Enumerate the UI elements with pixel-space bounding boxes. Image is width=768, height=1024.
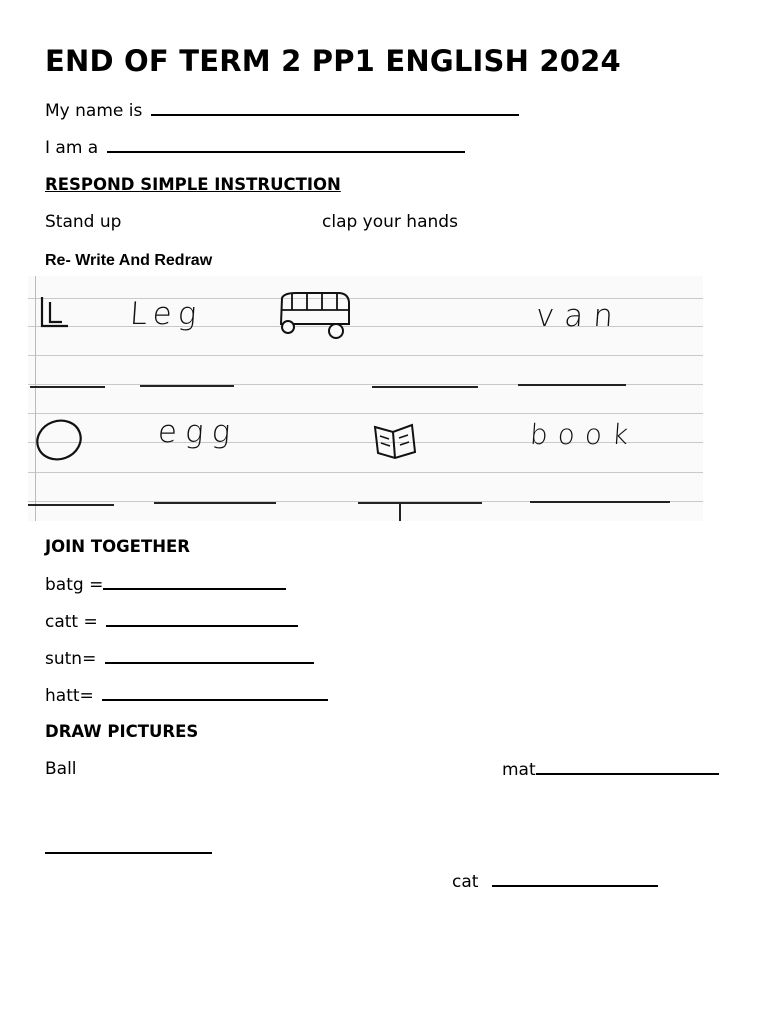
handwritten-word-van: van xyxy=(534,298,625,334)
answer-blank xyxy=(358,502,482,504)
page-title: END OF TERM 2 PP1 ENGLISH 2024 xyxy=(45,44,621,78)
draw-item-mat-row xyxy=(502,759,719,780)
role-label: I am a xyxy=(45,138,99,158)
name-field[interactable] xyxy=(151,100,519,116)
section-join-heading: JOIN TOGETHER xyxy=(45,537,190,556)
draw-item-ball: Ball xyxy=(45,759,77,779)
ball-answer-line[interactable] xyxy=(45,852,212,854)
answer-blank xyxy=(30,386,105,388)
join-word-hatt: hatt= xyxy=(45,686,94,706)
name-row xyxy=(45,100,519,121)
join-item xyxy=(45,574,286,595)
leg-drawing-icon xyxy=(38,294,74,332)
instruction-clap-hands: clap your hands xyxy=(322,212,458,232)
name-label: My name is xyxy=(45,101,143,121)
draw-answer-field[interactable] xyxy=(492,871,658,887)
join-item xyxy=(45,648,314,669)
role-row xyxy=(45,137,465,158)
van-drawing-icon xyxy=(276,290,354,340)
answer-blank xyxy=(154,502,276,504)
draw-item-cat-row xyxy=(452,871,658,892)
section-draw-heading: DRAW PICTURES xyxy=(45,722,199,741)
section-rewrite-heading: Re- Write And Redraw xyxy=(45,252,213,269)
section-respond-heading: RESPOND SIMPLE INSTRUCTION xyxy=(45,175,341,194)
join-item xyxy=(45,685,328,706)
handwriting-image xyxy=(28,276,703,521)
handwritten-word-egg: egg xyxy=(156,414,240,450)
instruction-stand-up: Stand up xyxy=(45,212,122,232)
handwritten-word-book: book xyxy=(528,418,640,451)
answer-blank xyxy=(530,501,670,503)
role-field[interactable] xyxy=(107,137,465,153)
answer-blank xyxy=(140,385,234,387)
join-answer-field[interactable] xyxy=(102,685,328,701)
join-answer-field[interactable] xyxy=(106,611,298,627)
book-drawing-icon xyxy=(372,422,418,460)
join-answer-field[interactable] xyxy=(103,574,286,590)
join-answer-field[interactable] xyxy=(105,648,314,664)
join-word-batg: batg = xyxy=(45,575,104,595)
join-item xyxy=(45,611,298,632)
egg-drawing-icon xyxy=(34,418,86,462)
join-word-catt: catt = xyxy=(45,612,98,632)
draw-item-cat: cat xyxy=(452,872,479,892)
answer-blank xyxy=(518,384,626,386)
answer-blank xyxy=(372,386,478,388)
draw-item-mat: mat xyxy=(502,760,536,780)
handwritten-word-leg: Leg xyxy=(128,296,204,332)
join-word-sutn: sutn= xyxy=(45,649,97,669)
answer-blank xyxy=(28,504,114,506)
draw-answer-field[interactable] xyxy=(536,759,719,775)
